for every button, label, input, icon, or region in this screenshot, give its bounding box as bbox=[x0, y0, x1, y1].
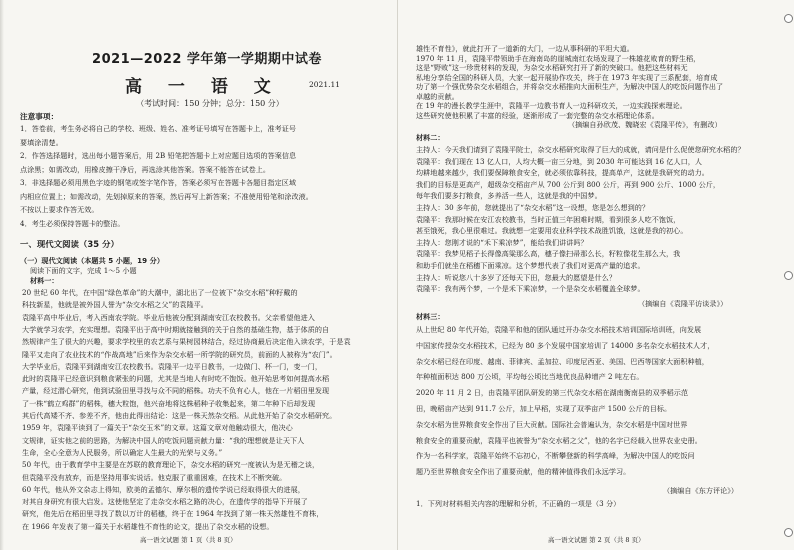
text-line: 袁隆平：我们现在 13 亿人口，人均大概一亩三分地，到 2030 年可能达到 16 亿人口，人 bbox=[416, 156, 703, 166]
text-line: 对其自身研究有很大启发。这使他坚定了走杂交水稻之路的决心，在遗传学的指导下开展了 bbox=[22, 497, 308, 507]
text-line: 了一株“鹤立鸡群”的稻株，穗大粒饱，他兴奋地将这株稻种子收集起来，第二年种下后却发现 bbox=[22, 398, 316, 408]
text-line: 生命，全心全意为人民服务，所以确定人生最大的光荣与义务。” bbox=[22, 447, 223, 457]
text-line: 在 1966 年发表了第一篇关于水稻雄性不育性的论文，提出了杂交水稻的设想。 bbox=[22, 521, 274, 531]
text-line: 主持人：您刚才说的“禾下乘凉梦”，能给我们讲讲吗？ bbox=[416, 237, 588, 247]
subsection-heading: （一）现代文阅读（本题共 5 小题，19 分） bbox=[20, 256, 164, 265]
text-line: 袁隆平：我有两个梦，一个是禾下乘凉梦，一个是杂交水稻覆盖全球梦。 bbox=[416, 284, 645, 294]
text-line: 田，晚稻亩产达到 911.7 公斤，加上早稻，实现了双季亩产 1500 公斤的目标。 bbox=[416, 404, 672, 413]
text-line: 我们的目标是更高产，超级杂交稻亩产从 700 公斤到 800 公斤，再到 900 公斤、1000 公斤， bbox=[416, 179, 721, 189]
text-line: 卓越的贡献。 bbox=[416, 91, 459, 101]
text-line: 文规律，证实他之前的思路，为解决中国人的吃饭问题贡献力量：“我的理想就是让天下人 bbox=[22, 435, 305, 445]
material2-label: 材料二： bbox=[416, 133, 445, 142]
text-line: 中国家传授杂交水稻技术，已经为 80 多个发展中国家培训了 14000 多名杂交水稻技术人才， bbox=[416, 340, 715, 350]
text-line: 要填涂清楚。 bbox=[20, 137, 63, 147]
question-1: 1．下列对材料相关内容的理解和分析，不正确的一项是（3 分） bbox=[416, 499, 621, 508]
text-line: 3．非选择题必须用黑色字迹的钢笔或签字笔作答，答案必须写在答题卡各题目指定区域 bbox=[20, 178, 297, 187]
text-line: 和助手们就坐在稻穗下面乘凉。这个梦想代表了我们对更高产量的追求。 bbox=[416, 261, 645, 270]
notice-heading: 注意事项： bbox=[20, 112, 59, 121]
text-line: 题乃至世界粮食安全作出了重要贡献，他的精神值得我们永远学习。 bbox=[416, 467, 631, 477]
source-1: （摘编自孙欣茂、魏晓宏《袁隆平传》，有删改） bbox=[568, 120, 722, 129]
left-footer: 高一语文试题 第 1 页（共 8 页） bbox=[140, 536, 237, 544]
text-line: 其后代高矮不齐、参差不齐，他由此得出结论：这是一株天然杂交稻。从此他开始了杂交水稻研究。 bbox=[22, 411, 337, 420]
text-line: 这是“野败”这一珍贵材料的发现，为杂交水稻研究打开了新的突破口。他把这些材料无 bbox=[416, 63, 688, 72]
time-score-line: （考试时间：150 分钟；总分：150 分） bbox=[136, 99, 284, 108]
source-2: （摘编自《袁隆平访谈录》） bbox=[638, 299, 728, 308]
section-heading: 一、现代文阅读（35 分） bbox=[20, 240, 119, 249]
text-line: 1．答卷前，考生务必将自己的学校、班级、姓名、准考证号填写在答题卡上，准考证号 bbox=[20, 124, 297, 133]
text-line: 产量，经过潜心研究，他到试验田里寻找与众不同的稻株。功夫不负有心人，他在一片稻田里发现 bbox=[22, 386, 330, 396]
text-line: 主持人：今天我们请到了袁隆平院士，杂交水稻研究取得了巨大的成就，请问是什么促使您研究水稻的？ bbox=[416, 145, 745, 154]
text-line: 私地分享给全国的科研人员，大家一起开展协作攻关，终于在 1973 年实现了三系配套，培育成 bbox=[416, 72, 718, 82]
text-line: 在 19 年的漫长教学生涯中，袁隆平一边教书育人一边科研攻关，一边实践探索理论。 bbox=[416, 101, 687, 110]
text-line: 2020 年 11 月 2 日，由袁隆平团队研发的第三代杂交水稻在湖南衡南县的双季稻示范 bbox=[416, 388, 689, 398]
text-line: 但袁隆平没有放弃，而是坚持用事实说话。他克服了重重困难，在技术上不断突破。 bbox=[22, 472, 287, 482]
text-line: 大学毕业后，袁隆平到湖南安江农校教书。袁隆平一边平日教书，一边做门、杯一门，变一门， bbox=[22, 361, 323, 371]
text-line: 内相应位置上；如需改动，先划掉原来的答案，然后再写上新答案；不准使用铅笔和涂改液。 bbox=[20, 191, 313, 201]
text-line: 这些研究使他积累了丰富的经验，逐渐形成了一套完整的杂交水稻理论体系。 bbox=[416, 110, 659, 120]
text-line: 粮食安全的重要贡献，袁隆平也被誉为“杂交水稻之父”，他的名字已经载入世界农业史册。 bbox=[416, 435, 702, 445]
text-line: 功了第一个强优势杂交水稻组合，并将杂交水稻推向大面积生产，为解决中国人的吃饭问题作出了 bbox=[416, 82, 724, 91]
text-line: 然规律产生了很大的兴趣，要求学校里的农艺系与果树园林结合，经过协商最后决定他入读农学，于是袁 bbox=[22, 337, 351, 347]
exam-title: 2021—2022 学年第一学期期中试卷 bbox=[92, 52, 322, 67]
text-line: 主持人：听说您八十多岁了还每天下田，您最大的愿望是什么？ bbox=[416, 272, 617, 282]
binding-hole bbox=[784, 14, 793, 23]
exam-date: 2021.11 bbox=[309, 80, 341, 89]
text-line: 甚至饿死，我心里很难过。我就想一定要用农业科学技术战胜饥饿，这就是我的初心。 bbox=[416, 226, 688, 236]
text-line: 研究，他先后在稻田里寻找了数以万计的稻穗，终于在 1964 年找到了第一株天然雄性不育株， bbox=[22, 509, 324, 519]
text-line: 作为一名科学家，袁隆平始终不忘初心，不断攀登新的科学高峰，为解决中国人的吃饭问 bbox=[416, 451, 695, 461]
text-line: 不按以上要求作答无效。 bbox=[20, 205, 99, 214]
subject-title: 高 一 语 文 bbox=[125, 77, 281, 97]
right-footer: 高一语文试题 第 2 页（共 8 页） bbox=[548, 536, 645, 544]
text-line: 袁隆平：我梦见稻子长得像高粱那么高，穗子像扫帚那么长，籽粒像花生那么大，我 bbox=[416, 249, 681, 259]
text-line: 杂交水稻已经在印度、越南、菲律宾、孟加拉、印度尼西亚、美国、巴西等国家大面积种植， bbox=[416, 356, 709, 366]
text-line: 袁隆平高中毕业后，考入西南农学院。毕业后他被分配到湖南安江农校教书。父亲希望他进入 bbox=[22, 312, 315, 322]
text-line: 2．作答选择题时，选出每小题答案后，用 2B 铅笔把答题卡上对应题目选项的答案信息 bbox=[20, 151, 297, 160]
text-line: 科技新星，他就是被外国人誉为“杂交水稻之父”的袁隆平。 bbox=[22, 300, 208, 310]
right-page bbox=[397, 0, 794, 550]
text-line: 均耕地越来越少，我们要保障粮食安全，就必须依靠科技，提高单产，这就是我研究的动力。 bbox=[416, 168, 709, 178]
text-line: 1959 年，袁隆平读到了一篇关于“杂交玉米”的文章。这篇文章对他触动很大，他决心 bbox=[22, 423, 293, 433]
instruction-line: 阅读下面的文字，完成 1～5 小题 bbox=[30, 266, 137, 275]
text-line: 袁隆平：我那时候在安江农校教书，当时正值三年困难时期，看到很多人吃不饱饭， bbox=[416, 214, 681, 224]
binding-hole bbox=[784, 528, 793, 537]
text-line: 4．考生必须保持答题卡的整洁。 bbox=[20, 218, 125, 228]
binding-hole bbox=[784, 271, 793, 280]
text-line: 此时的袁隆平已经意识到粮食紧张的问题，尤其是当地人有时吃不饱饭。他开始思考如何提高水稻 bbox=[22, 374, 330, 384]
text-line: 20 世纪 60 年代，在中国“绿色革命”的大潮中，湖北出了一位被下“杂交水稻”种籽戴的 bbox=[22, 288, 298, 297]
text-line: 年种植面积达 800 万公顷，平均每公顷比当地优良品种增产 2 吨左右。 bbox=[416, 372, 644, 382]
text-line: 1970 年 11 月，袁隆平带领助手在海南岛的崖城南红农场发现了一株雄花败育的野生稻， bbox=[416, 53, 701, 63]
text-line: 每年我们要多打粮食，多养活一些人，这就是我的中国梦。 bbox=[416, 191, 602, 201]
text-line: 雄性不育性》，就此打开了一道新的大门，一边从事科研的平坦大道。 bbox=[416, 44, 634, 53]
text-line: 50 年代，由于教育学中主要是在苏联的教育理论下，杂交水稻的研究一度被认为是无稽之谈， bbox=[22, 460, 320, 470]
text-line: 点涂黑；如需改动，用橡皮擦干净后，再选涂其他答案。答案不能答在试卷上。 bbox=[20, 164, 271, 174]
text-line: 隆平又走向了农业技术的“作战高地”后来作为杂交水稻一所学院的研究员，前面的人被称为“农门”。 bbox=[22, 349, 337, 359]
text-line: 杂交水稻为世界粮食安全作出了巨大贡献。国际社会普遍认为，杂交水稻是中国对世界 bbox=[416, 419, 688, 429]
source-3: （摘编自《东方评论》） bbox=[663, 486, 739, 495]
text-line: 主持人：30 多年前，您就提出了“杂交水稻”这一设想，您是怎么想到的？ bbox=[416, 203, 650, 212]
material1-label: 材料一： bbox=[30, 276, 59, 285]
text-line: 60 年代，他从外文杂志上得知，欧美的孟德尔、摩尔根的遗传学说已经取得很大的进展， bbox=[22, 484, 305, 494]
material3-label: 材料三： bbox=[416, 312, 445, 321]
text-line: 从上世纪 80 年代开始，袁隆平和他的团队通过开办杂交水稻技术培训国际培训班，向发展 bbox=[416, 325, 702, 334]
text-line: 大学就学习农学，充实理想。袁隆平出于高中时期就接触到的关于自然的基础生物，基于体质的自 bbox=[22, 324, 330, 334]
